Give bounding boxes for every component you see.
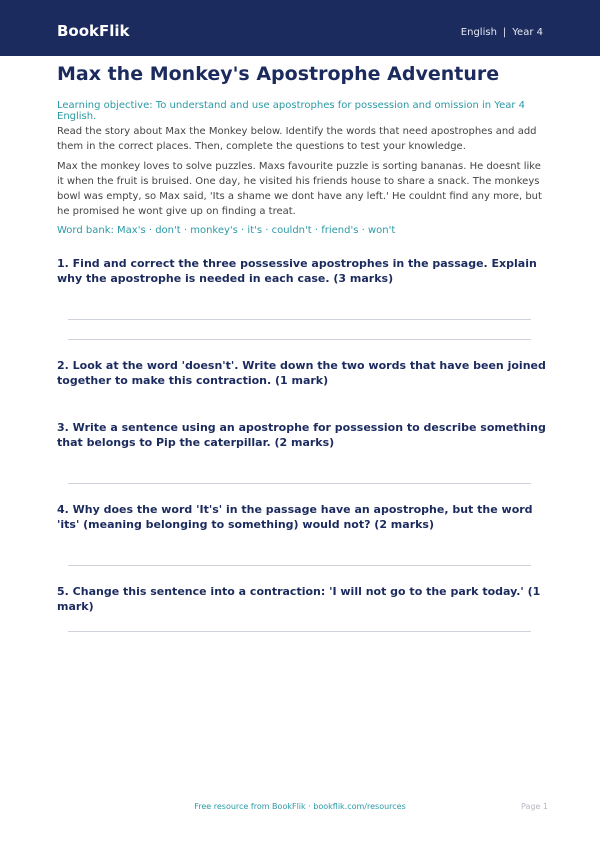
instructions-paragraph: Read the story about Max the Monkey below. Identify the words that need apostrophes and add them in the correct places. Then, complete the questions to test your knowledge. xyxy=(57,126,537,152)
answer-line[interactable] xyxy=(68,631,531,632)
question-3: 3. Write a sentence using an apostrophe for possession to describe something that belongs to Pip the caterpillar. (2 marks) xyxy=(57,421,546,449)
header-bar xyxy=(0,0,600,56)
answer-line[interactable] xyxy=(68,483,531,484)
page-number: Page 1 xyxy=(521,802,548,811)
brand-logo: BookFlik xyxy=(57,22,130,40)
answer-line[interactable] xyxy=(68,319,531,320)
question-1: 1. Find and correct the three possessive apostrophes in the passage. Explain why the apostrophe is needed in each case. (3 marks) xyxy=(57,257,537,285)
question-5: 5. Change this sentence into a contraction: 'I will not go to the park today.' (1 mark) xyxy=(57,585,541,613)
year-label: Year 4 xyxy=(512,27,543,38)
answer-line[interactable] xyxy=(68,339,531,340)
header-meta xyxy=(461,27,543,38)
story-passage: Max the monkey loves to solve puzzles. Maxs favourite puzzle is sorting bananas. He doesnt like it when the fruit is bruised. One day, he visited his friends house to share a snack. The monkeys bowl was empty, so Max said, 'Its a shame we dont have any left.' He couldnt find any more, but he promised he wont give up on finding a treat. xyxy=(57,161,542,217)
learning-objective: Learning objective: To understand and use apostrophes for possession and omission in Year 4 English. xyxy=(57,100,526,122)
footer-text: Free resource from BookFlik · bookflik.com/resources xyxy=(194,802,406,811)
question-2: 2. Look at the word 'doesn't'. Write down the two words that have been joined together to make this contraction. (1 mark) xyxy=(57,359,546,387)
answer-line[interactable] xyxy=(68,565,531,566)
meta-separator: | xyxy=(502,27,507,38)
word-bank: Word bank: Max's · don't · monkey's · it's · couldn't · friend's · won't xyxy=(57,225,396,236)
subject-label: English xyxy=(460,27,497,38)
question-4: 4. Why does the word 'It's' in the passage have an apostrophe, but the word 'its' (meaning belonging to something) would not? (2 marks) xyxy=(57,503,533,531)
worksheet-title: Max the Monkey's Apostrophe Adventure xyxy=(57,63,500,85)
